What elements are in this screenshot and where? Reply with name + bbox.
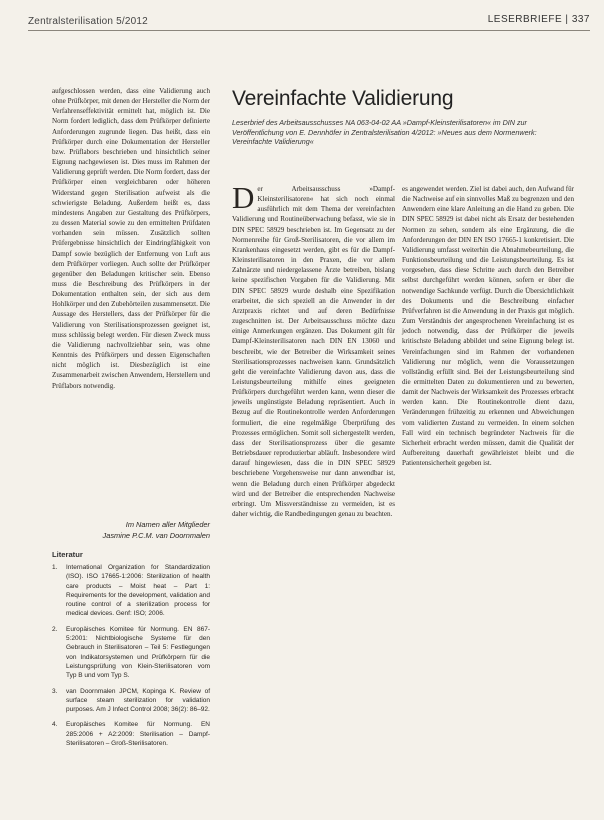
literature-number: 4. — [52, 721, 58, 729]
literature-heading: Literatur — [52, 550, 83, 559]
literature-number: 2. — [52, 625, 58, 633]
page-number: 337 — [571, 14, 590, 25]
header-rule — [28, 30, 590, 31]
previous-letter-column — [52, 86, 210, 391]
header-separator: | — [565, 14, 569, 25]
literature-item — [52, 625, 210, 681]
literature-item — [52, 720, 210, 748]
section-label: LESERBRIEFE — [487, 14, 563, 25]
literature-text: Europäisches Komitee für Normung. EN 285:2006 + A2:2009: Sterilisation – Dampf-Sterilisatoren – Groß-Sterilisatoren. — [66, 721, 210, 748]
drop-cap: D — [232, 180, 255, 215]
signature-line-1: Im Namen aller Mitglieder — [125, 520, 210, 529]
article-intro: Leserbrief des Arbeitsausschusses NA 063-04-02 AA »Dampf-Kleinsterilisatoren« im DIN zur Veröffentlichung von E. Dennhöfer in Zentralsterilisation 4/2012: »Neues aus dem Normenwerk: Vereinfachte Validierung« — [232, 118, 537, 147]
article-body-1: er Arbeitsausschuss »Dampf-Kleinsterilisatoren« hat sich noch einmal ausführlich mit dem Thema der vereinfachten Validierung und Routineüberwachung befasst, wie sie in DIN SPEC 58929 beschrieben ist. Im Gegensatz zu der Normenreihe für Groß-Sterilisatoren, die vor allem im Krankenhaus eingesetzt werden, gibt es für die Dampf-Kleinsterilisatoren in den Praxen, die vor allem Zahnärzte und niedergelassene Ärzte betreiben, bislang keine spezifischen Vorgaben für die Validierung. Mit DIN SPEC 58929 wurde deshalb eine Spezifikation erarbeitet, die sich speziell an die Anwender in der Arztpraxis richtet und auf deren Bedürfnisse zugeschnitten ist. Der Arbeitsausschuss möchte dazu einige Anmerkungen ergänzen. Das Dokument gilt für Dampf-Kleinsterilisatoren nach DIN EN 13060 und beschreibt, wie der Betreiber die Wirksamkeit seines Sterilisationsprozesses nachweisen kann. Grundsätzlich geht die vereinfachte Validierung davon aus, dass die Leistungsbeurteilung mithilfe eines geeigneten Prüfkörpers durchgeführt werden kann, wenn dieser die jeweils ungünstigste Beladung repräsentiert. Auch in Bezug auf die Routinekontrolle werden Anforderungen formuliert, die eine regelmäßige Überprüfung des Prozesses ermöglichen. Somit soll sichergestellt werden, dass der Sterilisationsprozess über die gesamte Betriebsdauer reproduzierbar abläuft. Insbesondere wird darauf hingewiesen, dass die in DIN SPEC 58929 beschriebene Vorgehensweise nur dann anwendbar ist, wenn die Beladung durch einen Prüfkörper abgedeckt wird und der Betreiber die entsprechenden Nachweise erbringt. Um Missverständnisse zu vermeiden, ist es daher wichtig, die Randbedingungen genau zu beachten. — [232, 185, 395, 518]
literature-text: International Organization for Standardization (ISO). ISO 17665-1:2006: Sterilization of health care products – Moist heat – Part 1: Requirements for the development, validation and routine control of a sterilization process for medical devices. Genf: ISO; 2006. — [66, 564, 210, 618]
page-header-journal: Zentralsterilisation 5/2012 — [28, 16, 148, 27]
article-body-2: es angewendet werden. Ziel ist dabei auch, den Aufwand für die Nachweise auf ein sinnvolles Maß zu begrenzen und den Anwendern eine klare Anleitung an die Hand zu geben. Die DIN SPEC 58929 ist dabei nicht als Ersatz der bestehenden Normen zu sehen, sondern als eine Ergänzung, die die Anforderungen der DIN EN ISO 17665-1 konkretisiert. Die Validierung umfasst weiterhin die Abnahmebeurteilung, die Funktionsbeurteilung und die Leistungsbeurteilung. Es ist vorgesehen, dass diese Schritte auch durch den Betreiber selbst durchgeführt werden können, sofern er über die notwendige Sachkunde verfügt. Durch die Übersichtlichkeit des Dokuments und die Beschreibung einfacher Prüfverfahren ist die Anwendung in der Praxis gut möglich. Zum Verständnis der angesprochenen Vereinfachung ist es jedoch notwendig, dass der Prüfkörper die jeweils kritischste Beladung abbildet und seine Eignung belegt ist. Vereinfachungen sind im Rahmen der vorhandenen Validierung nur möglich, wenn die Voraussetzungen vollständig erfüllt sind. Bei der Leistungsbeurteilung sind die ermittelten Daten zu dokumentieren und zu bewerten, damit der Nachweis der Wirksamkeit des Prozesses erbracht werden kann. Die Routinekontrolle dient dazu, Veränderungen frühzeitig zu erkennen und Abweichungen vom validierten Zustand zu vermeiden. In einem solchen Fall wird ein technisch begründeter Nachweis für die Sicherheit erbracht werden müssen, damit die Qualität der Aufbereitung dauerhaft gewährleistet bleibt und die Patientensicherheit gegeben ist. — [402, 185, 574, 468]
literature-list — [52, 563, 210, 754]
article-paragraph — [232, 180, 395, 519]
article-title: Vereinfachte Validierung — [232, 87, 454, 110]
literature-item — [52, 563, 210, 619]
page-header-section — [488, 14, 590, 25]
literature-number: 3. — [52, 687, 58, 695]
literature-item — [52, 687, 210, 715]
literature-text: Europäisches Komitee für Normung. EN 867-5:2001: Nichtbiologische Systeme für den Gebrauch in Sterilisatoren – Teil 5: Festlegungen von Indikatorsystemen und Prüfkörpern für die Leistungsprüfung von Klein-Sterilisatoren vom Typ B und vom Typ S. — [66, 625, 210, 680]
article-column-1 — [232, 180, 395, 519]
signature-line-2: Jasmine P.C.M. van Doornmalen — [102, 531, 210, 540]
previous-letter-text: aufgeschlossen werden, dass eine Validierung auch ohne Prüfkörper, mit denen der Hersteller die Norm der Verfahrenseffektivität ermittelt hat, möglich ist. Die Norm fordert lediglich, dass dem Prüfkörper definierte Anforderungen zugrunde liegen. Das heißt, dass ein Prüfkörper durch eine Dokumentation der Hersteller bzw. Prüflabors beschrieben und hinsichtlich seiner Eignung nachgewiesen ist. Dies muss im Rahmen der Validierung geprüft werden. Die Norm fordert, dass der Prüfkörper einen vergleichbaren oder höheren Widerstand gegen Sterilisation aufweist als die schwierigste Beladung. Außerdem heißt es, dass mindestens Angaben zur Gestaltung des Prüfkörpers, zu dessen Material sowie zu den ermittelten Prüfdaten vorhanden sein müssen. Zusätzlich sollten Prüfergebnisse hinsichtlich der Eindringfähigkeit von Dampf sowie bezüglich der Entfernung von Luft aus dem Prüfkörper vorliegen. Auch sollte der Prüfkörper gegenüber den Beladungen kritischer sein. Ebenso muss die Beschreibung des Prüfkörpers in der Dokumentation enthalten sein, der sich aus dem Hohlkörper und den Zubehörteilen zusammensetzt. Die Aussage des Herstellers, dass der Prüfkörper für die Validierung von Sterilisationsprozessen geeignet ist, muss schlüssig belegt werden. Für diesen Zweck muss die Validierung nachvollziehbar sein, was ohne Kenntnis des Prüfkörpers und dessen Eigenschaften nicht möglich ist. Diesbezüglich ist eine Zusammenarbeit zwischen Anwendern, Herstellern und Prüflabors notwendig. — [52, 87, 210, 390]
article-column-2 — [402, 184, 574, 468]
literature-number: 1. — [52, 564, 58, 571]
literature-text: van Doornmalen JPCM, Kopinga K. Review of surface steam sterilization for validation purposes. Am J Infect Control 2008; 36(2): 86–92. — [66, 687, 210, 714]
